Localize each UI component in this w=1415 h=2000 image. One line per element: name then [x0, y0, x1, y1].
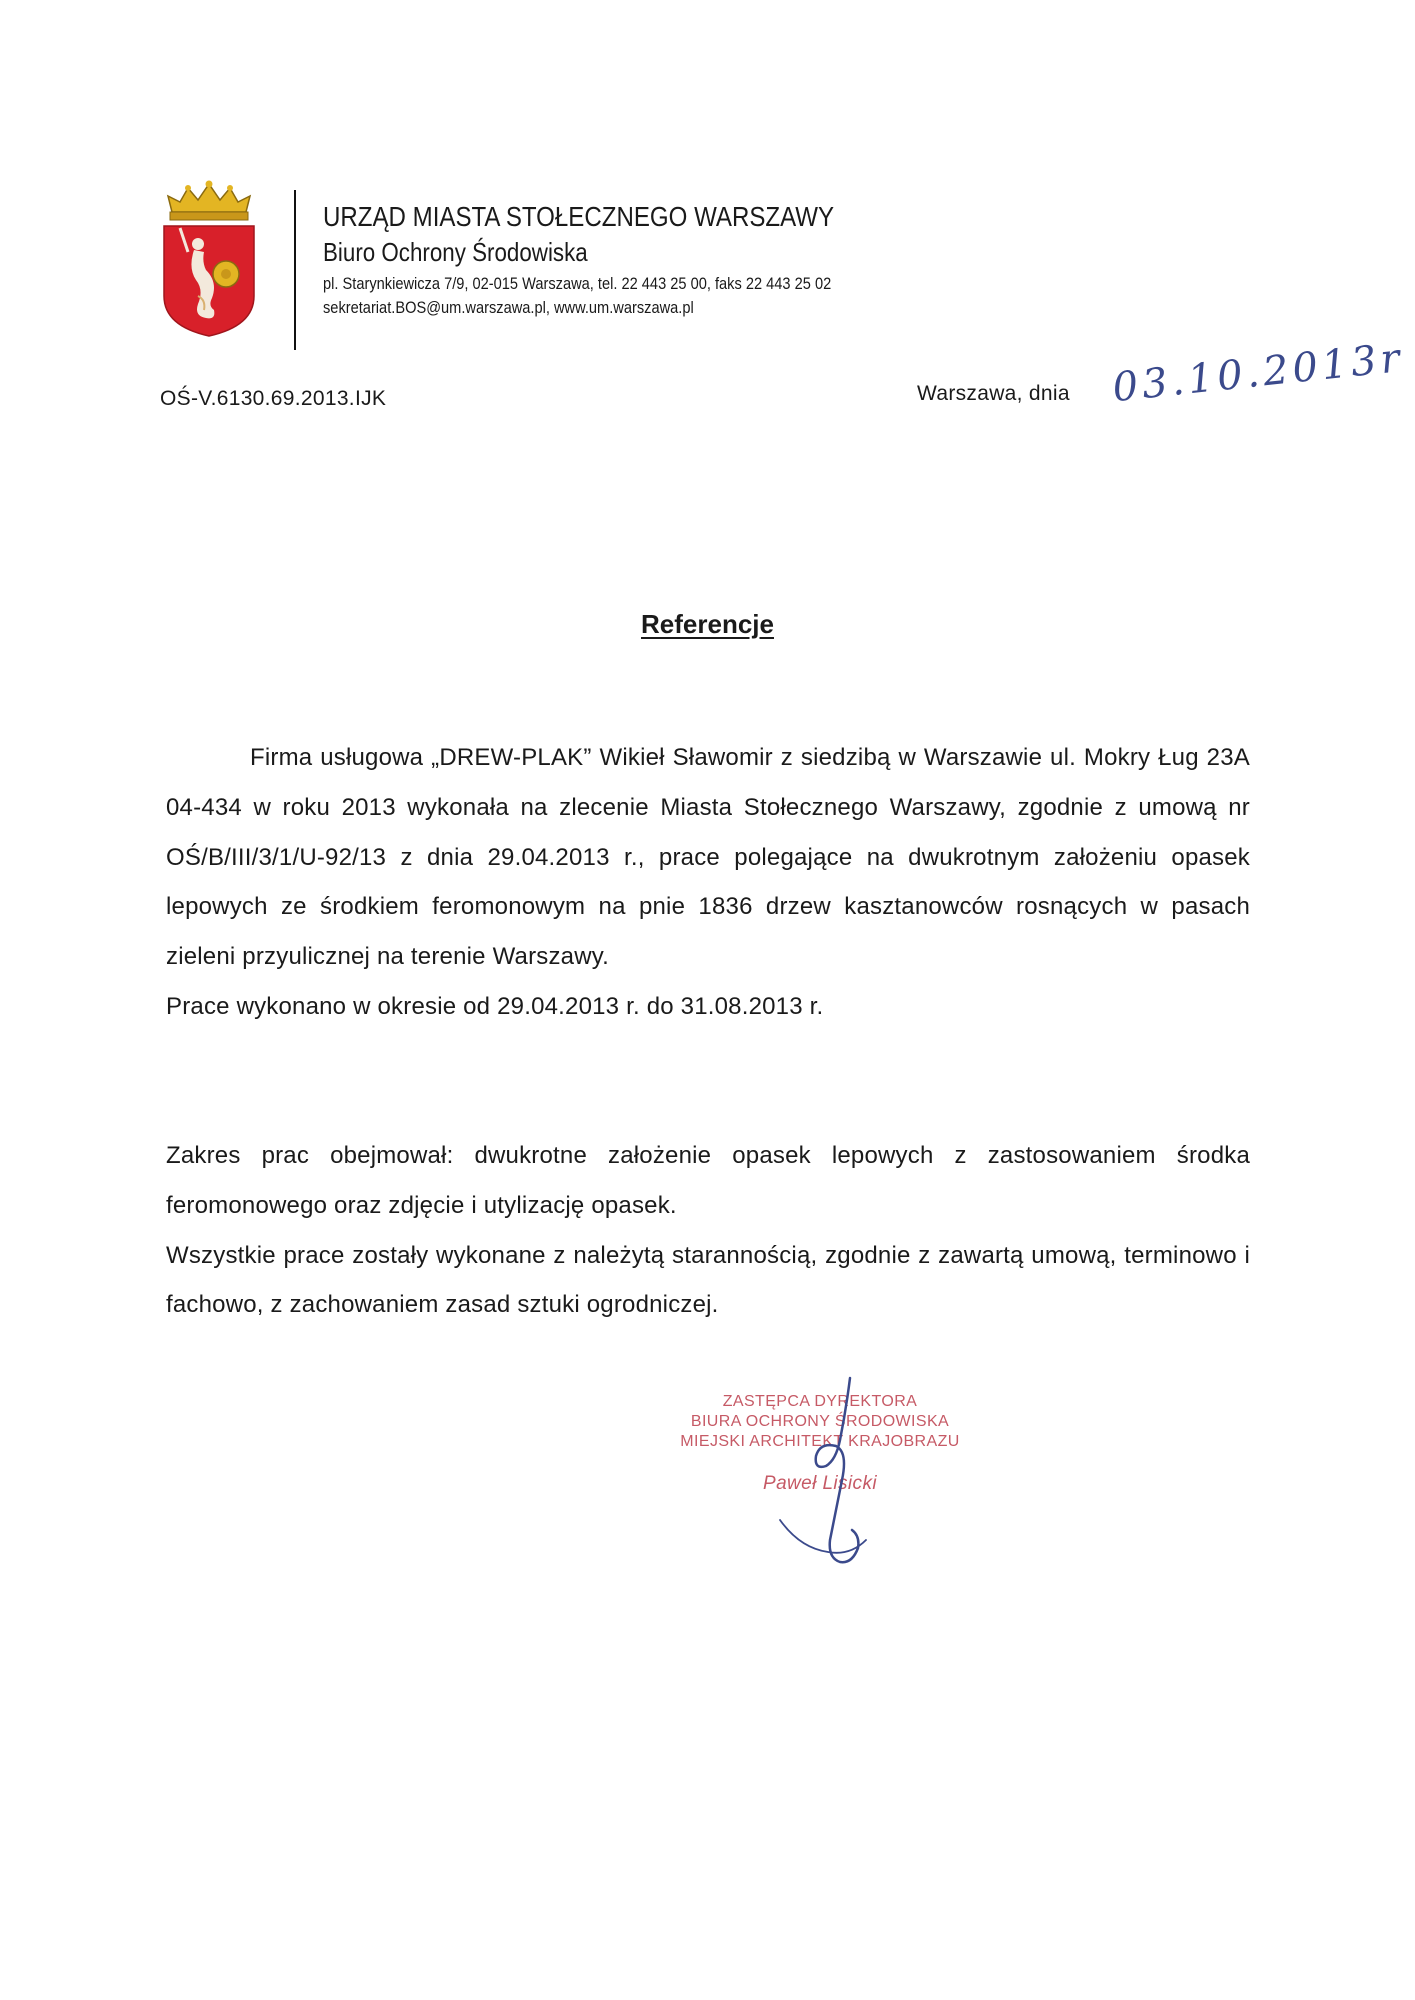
paragraph-main: Firma usługowa „DREW-PLAK” Wikieł Sławomir z siedzibą w Warszawie ul. Mokry Ług 23A 04-434 w roku 2013 wykonała na zlecenie Miasta Stołecznego Warszawy, zgodnie z umową nr OŚ/B/III/3/1/U-92/13 z dnia 29.04.2013 r., prace polegające na dwukrotnym założeniu opasek lepowych ze środkiem feromonowym na pnie 1836 drzew kasztanowców rosnących w pasach zieleni przyulicznej na terenie Warszawy.	[166, 744, 1250, 971]
letterhead	[323, 200, 1223, 320]
paragraph-quality: Wszystkie prace zostały wykonane z należytą starannością, zgodnie z zawartą umową, terminowo i fachowo, z zachowaniem zasad sztuki ogrodniczej.	[166, 1241, 1250, 1319]
stamp-line-2: BIURA OCHRONY ŚRODOWISKA	[690, 1413, 950, 1430]
address-line: pl. Starynkiewicza 7/9, 02-015 Warszawa, tel. 22 443 25 00, faks 22 443 25 02	[323, 274, 832, 293]
body-section-2	[166, 1131, 1250, 1330]
reference-number: OŚ-V.6130.69.2013.IJK	[160, 387, 387, 410]
contact-line: sekretariat.BOS@um.warszawa.pl, www.um.warszawa.pl	[323, 298, 694, 317]
paragraph-period: Prace wykonano w okresie od 29.04.2013 r. do 31.08.2013 r.	[166, 992, 824, 1020]
organization-name: URZĄD MIASTA STOŁECZNEGO WARSZAWY	[323, 201, 835, 232]
stamp-line-1: ZASTĘPCA DYREKTORA	[722, 1393, 918, 1410]
handwritten-date: 03.10.2013r	[1110, 334, 1406, 412]
body-section-1	[166, 733, 1250, 1032]
stamp-name: Paweł Lisicki	[763, 1473, 877, 1494]
header-divider	[294, 190, 296, 350]
handwritten-signature	[770, 1370, 890, 1570]
date-label: Warszawa, dnia	[917, 382, 1070, 405]
paragraph-scope: Zakres prac obejmował: dwukrotne założenie opasek lepowych z zastosowaniem środka feromonowego oraz zdjęcie i utylizację opasek.	[166, 1142, 1250, 1219]
document-title: Referencje	[641, 609, 774, 639]
stamp-line-3: MIEJSKI ARCHITEKT KRAJOBRAZU	[680, 1433, 960, 1450]
department-name: Biuro Ochrony Środowiska	[323, 237, 588, 267]
warsaw-crest-icon	[158, 178, 260, 338]
